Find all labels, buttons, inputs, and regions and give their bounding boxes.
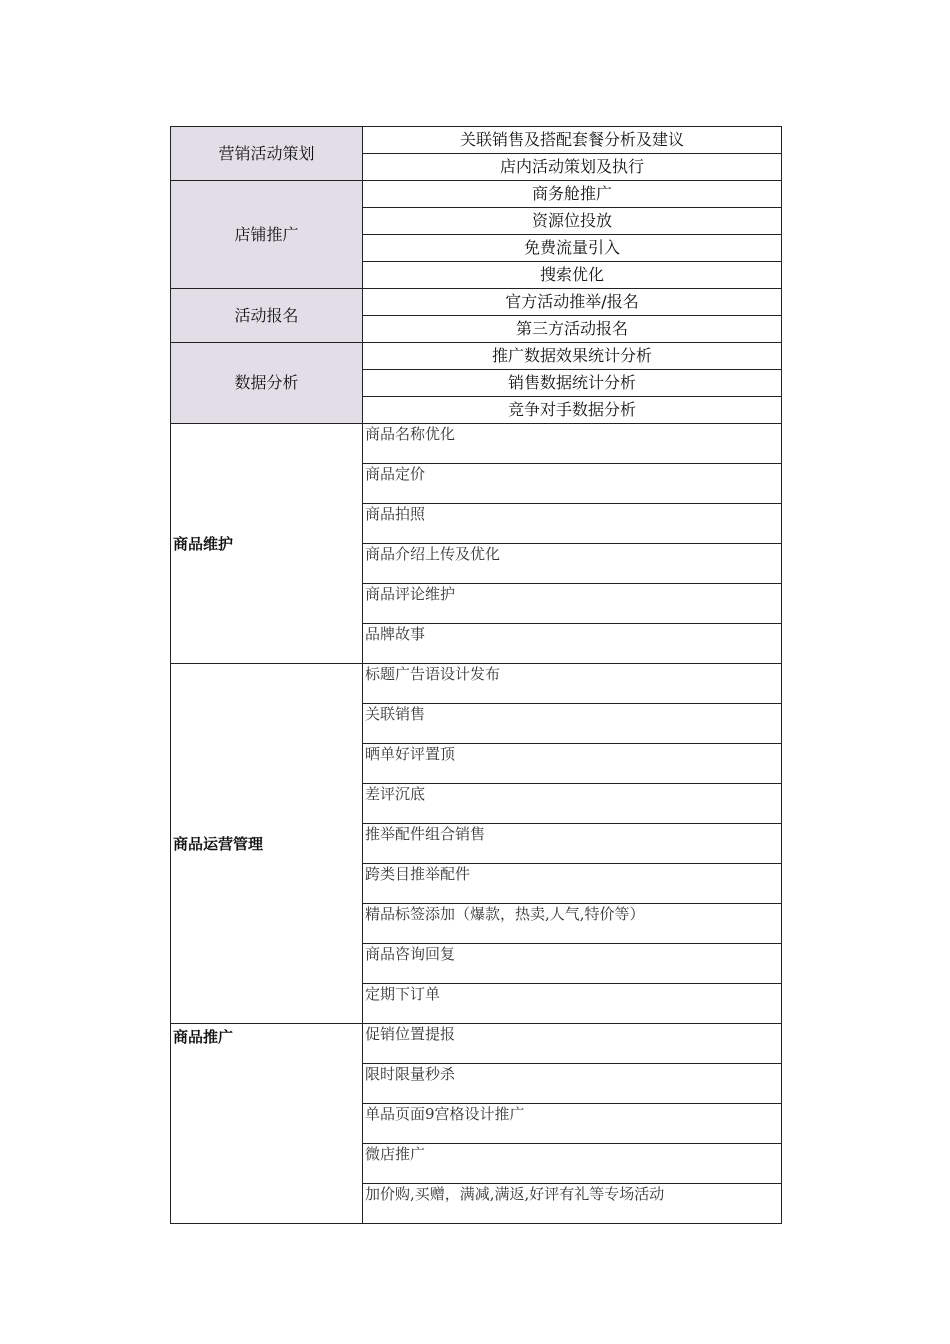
product-item-cell: 商品咨询回复 [363,944,782,984]
table-row [171,343,782,370]
marketing-category-cell: 营销活动策划 [171,127,363,181]
table-row [171,181,782,208]
product-item-cell: 标题广告语设计发布 [363,664,782,704]
marketing-item-cell: 商务舱推广 [363,181,782,208]
product-item-cell: 商品介绍上传及优化 [363,544,782,584]
product-item-cell: 品牌故事 [363,624,782,664]
marketing-table [170,126,782,424]
product-item-cell: 晒单好评置顶 [363,744,782,784]
product-category-cell: 商品维护 [171,424,363,664]
marketing-item-cell: 官方活动推举/报名 [363,289,782,316]
marketing-item-cell: 第三方活动报名 [363,316,782,343]
product-item-cell: 促销位置提报 [363,1024,782,1064]
marketing-category-cell: 店铺推广 [171,181,363,289]
table-row [171,1024,782,1064]
product-category-cell: 商品运营管理 [171,664,363,1024]
document-page [170,126,781,1224]
product-item-cell: 商品评论维护 [363,584,782,624]
marketing-item-cell: 搜索优化 [363,262,782,289]
product-item-cell: 商品名称优化 [363,424,782,464]
product-item-cell: 商品拍照 [363,504,782,544]
table-row [171,127,782,154]
marketing-item-cell: 竞争对手数据分析 [363,397,782,424]
table-row [171,664,782,704]
product-item-cell: 限时限量秒杀 [363,1064,782,1104]
product-item-cell: 加价购,买赠，满减,满返,好评有礼等专场活动 [363,1184,782,1224]
product-item-cell: 单品页面9宫格设计推广 [363,1104,782,1144]
marketing-item-cell: 销售数据统计分析 [363,370,782,397]
product-item-cell: 微店推广 [363,1144,782,1184]
marketing-category-cell: 活动报名 [171,289,363,343]
table-row [171,289,782,316]
product-item-cell: 差评沉底 [363,784,782,824]
table-row [171,424,782,464]
product-item-cell: 推举配件组合销售 [363,824,782,864]
marketing-item-cell: 店内活动策划及执行 [363,154,782,181]
marketing-item-cell: 推广数据效果统计分析 [363,343,782,370]
product-item-cell: 定期下订单 [363,984,782,1024]
product-item-cell: 商品定价 [363,464,782,504]
product-item-cell: 精品标签添加（爆款，热卖,人气,特价等） [363,904,782,944]
product-table [170,423,782,1224]
marketing-item-cell: 资源位投放 [363,208,782,235]
product-item-cell: 关联销售 [363,704,782,744]
marketing-item-cell: 关联销售及搭配套餐分析及建议 [363,127,782,154]
product-category-cell: 商品推广 [171,1024,363,1224]
marketing-category-cell: 数据分析 [171,343,363,424]
product-item-cell: 跨类目推举配件 [363,864,782,904]
marketing-item-cell: 免费流量引入 [363,235,782,262]
